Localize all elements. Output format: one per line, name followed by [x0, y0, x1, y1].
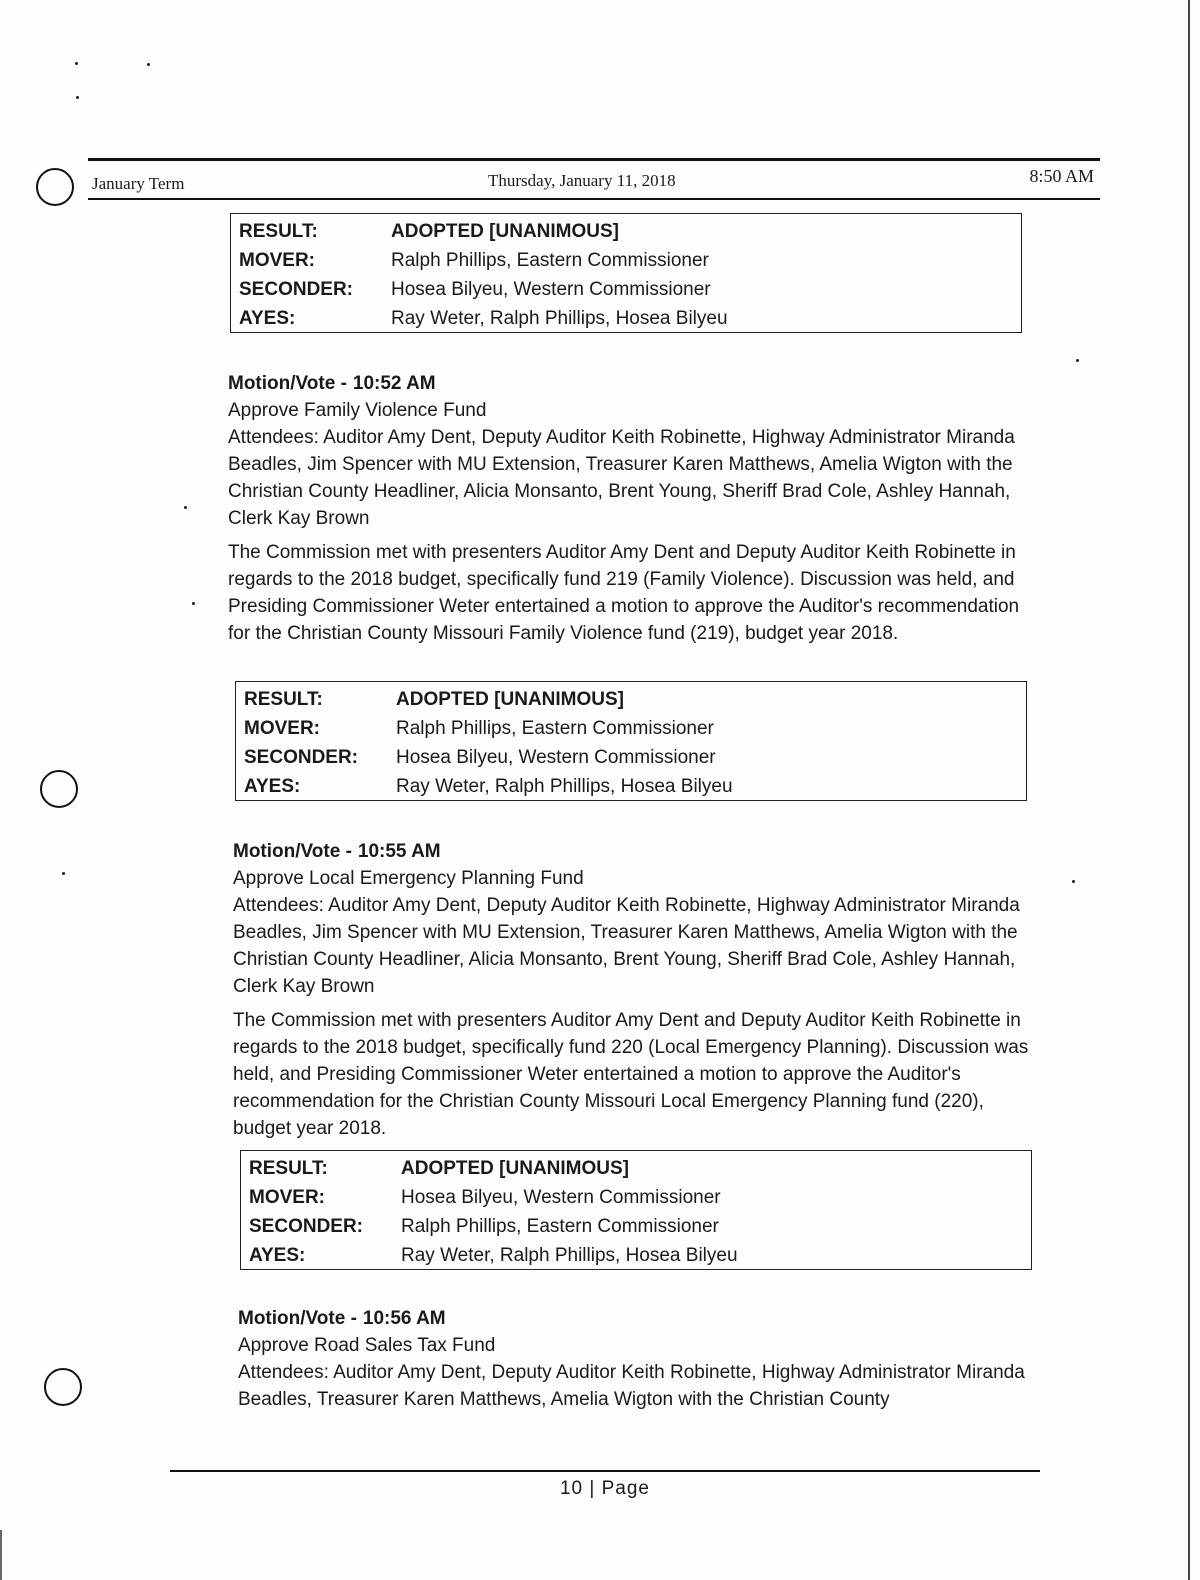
motion-time: 10:52 AM [352, 373, 436, 394]
result-row [244, 685, 1026, 714]
result-value: ADOPTED [UNANIMOUS] [391, 220, 619, 242]
ayes-row [244, 772, 1026, 801]
result-value: ADOPTED [UNANIMOUS] [396, 688, 624, 710]
header-term: January Term [92, 174, 185, 193]
seconder-row [249, 1212, 1031, 1241]
ayes-value: Ray Weter, Ralph Phillips, Hosea Bilyeu [396, 775, 733, 797]
motion-label: Motion/Vote - [233, 841, 352, 862]
motion-section [233, 838, 1033, 1142]
motion-subject: Approve Family Violence Fund [228, 400, 487, 421]
header-rule-top [88, 158, 1100, 161]
scan-speck [184, 506, 187, 509]
seconder-row [239, 275, 1021, 304]
motion-section [228, 370, 1028, 647]
ayes-value: Ray Weter, Ralph Phillips, Hosea Bilyeu [391, 307, 728, 329]
motion-subject: Approve Road Sales Tax Fund [238, 1335, 496, 1356]
scan-speck [1072, 880, 1075, 883]
result-label: RESULT: [249, 1157, 328, 1179]
seconder-label: SECONDER: [239, 278, 354, 300]
scan-speck [76, 96, 79, 99]
footer-rule [170, 1470, 1040, 1472]
mover-row [249, 1183, 1031, 1212]
ayes-value: Ray Weter, Ralph Phillips, Hosea Bilyeu [401, 1244, 738, 1266]
motion-time: 10:55 AM [357, 841, 441, 862]
mover-value: Ralph Phillips, Eastern Commissioner [391, 249, 709, 271]
ayes-label: AYES: [244, 775, 301, 797]
mover-row [244, 714, 1026, 743]
ayes-row [239, 304, 1021, 333]
mover-row [239, 246, 1021, 275]
result-label: RESULT: [239, 220, 318, 242]
ayes-label: AYES: [249, 1244, 306, 1266]
scan-speck [147, 63, 150, 66]
header-rule-bottom [88, 198, 1100, 200]
result-box [240, 1150, 1032, 1270]
motion-label: Motion/Vote - [228, 373, 347, 394]
ayes-label: AYES: [239, 307, 296, 329]
result-row [239, 217, 1021, 246]
page-number: 10 | Page [559, 1478, 650, 1499]
scan-speck [75, 62, 78, 65]
page-footer [170, 1470, 1040, 1500]
motion-label: Motion/Vote - [238, 1308, 357, 1329]
result-box [235, 681, 1027, 801]
motion-time: 10:56 AM [362, 1308, 446, 1329]
motion-attendees: Attendees: Auditor Amy Dent, Deputy Auditor Keith Robinette, Highway Administrator Miranda Beadles, Jim Spencer with MU Extension, Treasurer Karen Matthews, Amelia Wigton with the Christian County Headliner, Alicia Monsanto, Brent Young, Sheriff Brad Cole, Ashley Hannah, Clerk Kay Brown [228, 427, 1015, 529]
motion-section [238, 1305, 1038, 1413]
page-edge-left [0, 1530, 2, 1580]
motion-title [238, 1305, 1038, 1332]
mover-value: Ralph Phillips, Eastern Commissioner [396, 717, 714, 739]
result-value: ADOPTED [UNANIMOUS] [401, 1157, 629, 1179]
motion-description: The Commission met with presenters Auditor Amy Dent and Deputy Auditor Keith Robinette in regards to the 2018 budget, specifically fund 219 (Family Violence). Discussion was held, and Presiding Commissioner Weter entertained a motion to approve the Auditor's recommendation for the Christian County Missouri Family Violence fund (219), budget year 2018. [228, 542, 1020, 644]
seconder-value: Hosea Bilyeu, Western Commissioner [396, 746, 716, 768]
punch-hole [36, 168, 74, 206]
punch-hole [44, 1368, 82, 1406]
mover-label: MOVER: [244, 717, 320, 739]
result-row [249, 1154, 1031, 1183]
page-edge-right [1188, 0, 1190, 1580]
mover-value: Hosea Bilyeu, Western Commissioner [401, 1186, 721, 1208]
motion-title [228, 370, 1028, 397]
header-time: 8:50 AM [1029, 166, 1094, 186]
motion-title [233, 838, 1033, 865]
result-box [230, 213, 1022, 333]
ayes-row [249, 1241, 1031, 1270]
result-label: RESULT: [244, 688, 323, 710]
punch-hole [40, 770, 78, 808]
motion-description: The Commission met with presenters Auditor Amy Dent and Deputy Auditor Keith Robinette in regards to the 2018 budget, specifically fund 220 (Local Emergency Planning). Discussion was held, and Presiding Commissioner Weter entertained a motion to approve the Auditor's recommendation for the Christian County Missouri Local Emergency Planning fund (220), budget year 2018. [233, 1010, 1029, 1139]
seconder-value: Ralph Phillips, Eastern Commissioner [401, 1215, 719, 1237]
motion-attendees: Attendees: Auditor Amy Dent, Deputy Auditor Keith Robinette, Highway Administrator Miranda Beadles, Treasurer Karen Matthews, Amelia Wigton with the Christian County [238, 1362, 1025, 1410]
seconder-label: SECONDER: [249, 1215, 364, 1237]
mover-label: MOVER: [239, 249, 315, 271]
header-date: Thursday, January 11, 2018 [488, 171, 676, 190]
motion-attendees: Attendees: Auditor Amy Dent, Deputy Auditor Keith Robinette, Highway Administrator Miranda Beadles, Jim Spencer with MU Extension, Treasurer Karen Matthews, Amelia Wigton with the Christian County Headliner, Alicia Monsanto, Brent Young, Sheriff Brad Cole, Ashley Hannah, Clerk Kay Brown [233, 895, 1020, 997]
scan-speck [192, 602, 195, 605]
motion-subject: Approve Local Emergency Planning Fund [233, 868, 584, 889]
scan-speck [1076, 359, 1079, 362]
mover-label: MOVER: [249, 1186, 325, 1208]
seconder-row [244, 743, 1026, 772]
scan-speck [62, 872, 65, 875]
seconder-label: SECONDER: [244, 746, 359, 768]
page-header [88, 158, 1100, 200]
seconder-value: Hosea Bilyeu, Western Commissioner [391, 278, 711, 300]
